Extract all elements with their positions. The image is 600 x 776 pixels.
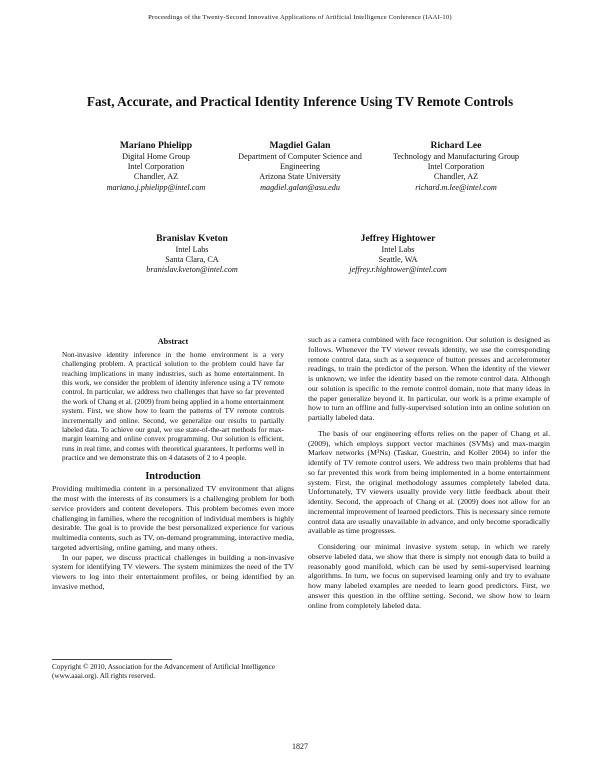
intro-paragraph: Providing multimedia content in a personalized TV environment that aligns the most with the interests of its consumers is a challenging problem for both service providers and content developers. This problem becomes even more challenging in families, where the recognition of individual members is highly desirable. The goal is to provide the best personalized experience for various multimedia contents, such as TV, on-demand programming, interactive media, targeted advertising, online gaming, and many others. [52,484,294,552]
intro-paragraph: In our paper, we discuss practical challenges in building a non-invasive system for identifying TV viewers. The system minimizes the need of the TV viewers to log into their entertainment profiles, or being identified by an invasive method, [52,552,294,591]
author-affiliation: Digital Home Group [122,152,190,161]
author-affiliation: Intel Labs [175,245,209,254]
author-affiliation: Department of Computer Science and [238,152,362,161]
author-name: Richard Lee [430,140,482,151]
author-affiliation: Intel Labs [381,245,415,254]
author-affiliation: Arizona State University [259,172,341,182]
author-name: Magdiel Galan [269,140,331,151]
author-affiliation: Santa Clara, CA [165,255,219,265]
author-email: richard.m.lee@intel.com [415,182,497,192]
author-email: jeffrey.r.hightower@intel.com [349,265,447,275]
abstract-text: Non-invasive identity inference in the home environment is a very challenging problem. A practical solution to the problem could have far reaching implications in many industries, such as home entertainment. In this work, we consider the problem of identity inference using a TV remote control. In particular, we address two challenges that have so far prevented the work of Chang et al. (2009) from being applied in a home entertainment system. First, we show how to learn the patterns of TV remote controls incrementally and online. Second, we generalize our results to partially labeled data. To achieve our goal, we use state-of-the-art methods for max-margin learning and online convex programming. Our solution is efficient, runs in real time, and comes with theoretical guarantees. It performs well in practice and we demonstrate this on 4 datasets of 2 to 4 people. [62,349,284,463]
body-paragraph: Considering our minimal invasive system setup, in which we rarely observe labeled data, we show that there is simply not enough data to build a reasonably good manifold, which can be used by semi-supervised learning algorithms. In turn, we focus on supervised learning only and try to evaluate how many labeled examples are needed to learn good predictors. First, we answer this question in the offline setting. Second, we show how to learn online from completely labeled data. [308,542,550,610]
copyright-note: Copyright © 2010, Association for the Advancement of Artificial Intelligence (www.aaai.org). All rights reserved. [52,663,276,681]
author-affiliation: Intel Corporation [427,162,485,172]
author-email: mariano.j.phielipp@intel.com [106,182,206,192]
author-block [122,233,262,276]
author-affiliation: Seattle, WA [378,255,418,265]
author-affiliation: Technology and Manufacturing Group [392,152,520,161]
author-affiliation: Chandler, AZ [133,172,179,182]
right-column [308,335,550,610]
author-block [378,140,534,193]
author-block [328,233,468,276]
footnote-rule [52,659,172,660]
author-affiliation: Intel Corporation [127,162,185,172]
paper-title: Fast, Accurate, and Practical Identity Inference Using TV Remote Controls [86,94,514,109]
author-affiliation: Chandler, AZ [433,172,479,182]
author-name: Mariano Phielipp [119,140,193,151]
author-block [222,140,378,193]
left-column [52,337,294,592]
body-paragraph: such as a camera combined with face recognition. Our solution is designed as follows. Whenever the TV viewer reveals identity, we use the corresponding remote control data, such as a sequence of button presses and accelerometer readings, to train the predictor of the person. When the identity of the viewer is unknown, we infer the identity based on the remote control data. Although our solution is specific to the remote control domain, note that many ideas in the paper generalize beyond it. In particular, our work is a prime example of how to turn an offline and fully-supervised solution into an online solution on partially labeled data. [308,335,550,422]
author-block [86,140,226,193]
page-number: 1827 [292,742,308,751]
author-affiliation: Engineering [279,162,320,172]
author-name: Jeffrey Hightower [360,233,436,244]
author-email: magdiel.galan@asu.edu [260,182,340,192]
introduction-heading: Introduction [145,470,201,482]
author-email: branislav.kveton@intel.com [146,265,238,275]
author-name: Branislav Kveton [156,233,228,244]
abstract-heading: Abstract [157,337,189,346]
body-paragraph: The basis of our engineering efforts relies on the paper of Chang et al. (2009), which employs support vector machines (SVMs) and max-margin Markov networks (M³Ns) (Taskar, Guestrin, and Koller 2004) to infer the identify of TV remote control users. We address two main problems that had so far prevented this work from being implemented in a home entertainment system. First, the original methodology assumes completely labeled data. Unfortunately, TV viewers usually provide very little feedback about their identity. Second, the approach of Chang et al. (2009) does not allow for an incremental improvement of learned predictors. This is necessary since remote control data are usually unavailable in advance, and only become sporadically available as time progresses. [308,428,550,536]
proceedings-header: Proceedings of the Twenty-Second Innovative Applications of Artificial Intelligence Conference (IAAI-10) [148,14,452,21]
